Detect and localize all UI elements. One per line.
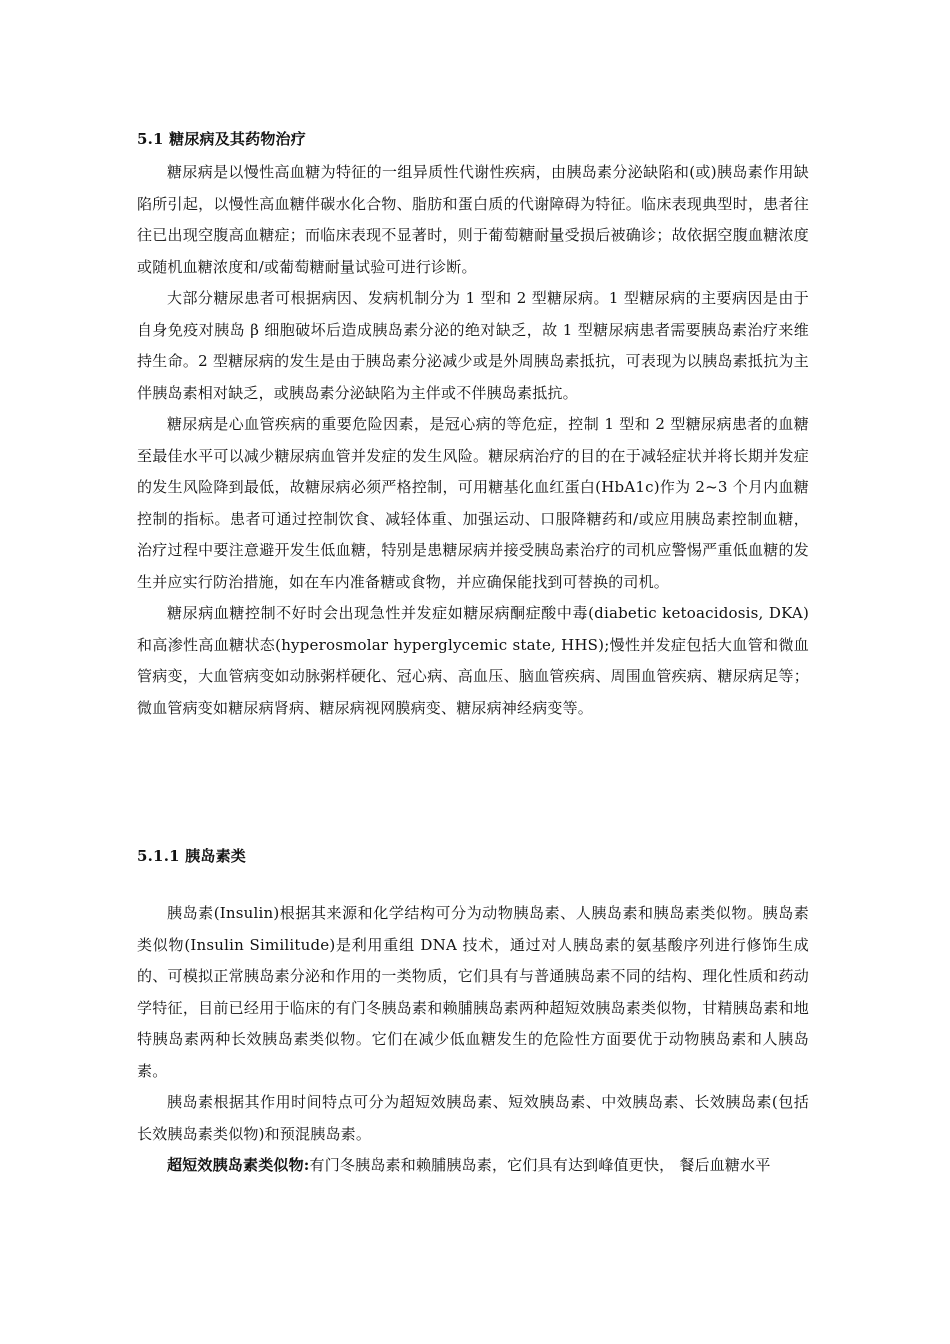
paragraph-diabetes-complications: 糖尿病血糖控制不好时会出现急性并发症如糖尿病酮症酸中毒(diabetic ketoacidosis, DKA)和高渗性高血糖状态(hyperosmolar hyperglycemic state, HHS);慢性并发症包括大血管和微血管病变，大血管病变如动脉粥样硬化、冠心病、高血压、脑血管疾病、周围血管疾病、糖尿病足等；微血管病变如糖尿病肾病、糖尿病视网膜病变、糖尿病神经病变等。 (137, 604, 809, 717)
subsection-body (137, 898, 809, 1182)
paragraph-insulin-classification: 胰岛素(Insulin)根据其来源和化学结构可分为动物胰岛素、人胰岛素和胰岛素类似物。胰岛素类似物(Insulin Similitude)是利用重组 DNA 技术，通过对人胰岛素的氨基酸序列进行修饰生成的、可模拟正常胰岛素分泌和作用的一类物质，它们具有与普通胰岛素不同的结构、理化性质和药动学特征，目前已经用于临床的有门冬胰岛素和赖脯胰岛素两种超短效胰岛素类似物，甘精胰岛素和地特胰岛素两种长效胰岛素类似物。它们在减少低血糖发生的危险性方面要优于动物胰岛素和人胰岛素。 (137, 904, 809, 1080)
paragraph-insulin-duration: 胰岛素根据其作用时间特点可分为超短效胰岛素、短效胰岛素、中效胰岛素、长效胰岛素(包括长效胰岛素类似物)和预混胰岛素。 (137, 1093, 809, 1143)
section-heading: 5.1 糖尿病及其药物治疗 (137, 130, 306, 148)
ultra-short-insulin-lead: 超短效胰岛素类似物: (167, 1156, 310, 1174)
paragraph-diabetes-types: 大部分糖尿患者可根据病因、发病机制分为 1 型和 2 型糖尿病。1 型糖尿病的主要病因是由于自身免疫对胰岛 β 细胞破坏后造成胰岛素分泌的绝对缺乏，故 1 型糖尿病患者需要胰岛素治疗来维持生命。2 型糖尿病的发生是由于胰岛素分泌减少或是外周胰岛素抵抗，可表现为以胰岛素抵抗为主伴胰岛素相对缺乏，或胰岛素分泌缺陷为主伴或不伴胰岛素抵抗。 (137, 289, 809, 402)
section-body (137, 157, 809, 724)
paragraph-diabetes-definition: 糖尿病是以慢性高血糖为特征的一组异质性代谢性疾病，由胰岛素分泌缺陷和(或)胰岛素作用缺陷所引起，以慢性高血糖伴碳水化合物、脂肪和蛋白质的代谢障碍为特征。临床表现典型时，患者往往已出现空腹高血糖症；而临床表现不显著时，则于葡萄糖耐量受损后被确诊；故依据空腹血糖浓度或随机血糖浓度和/或葡萄糖耐量试验可进行诊断。 (137, 163, 809, 276)
paragraph-ultra-short-insulin (137, 1150, 809, 1182)
paragraph-diabetes-treatment: 糖尿病是心血管疾病的重要危险因素，是冠心病的等危症，控制 1 型和 2 型糖尿病患者的血糖至最佳水平可以减少糖尿病血管并发症的发生风险。糖尿病治疗的目的在于减轻症状并将长期并发症的发生风险降到最低，故糖尿病必须严格控制，可用糖基化血红蛋白(HbA1c)作为 2~3 个月内血糖控制的指标。患者可通过控制饮食、减轻体重、加强运动、口服降糖药和/或应用胰岛素控制血糖，治疗过程中要注意避开发生低血糖，特别是患糖尿病并接受胰岛素治疗的司机应警惕严重低血糖的发生并应实行防治措施，如在车内准备糖或食物，并应确保能找到可替换的司机。 (137, 415, 809, 591)
ultra-short-insulin-text: 有门冬胰岛素和赖脯胰岛素，它们具有达到峰值更快， 餐后血糖水平 (309, 1156, 771, 1174)
subsection-heading: 5.1.1 胰岛素类 (137, 847, 246, 865)
